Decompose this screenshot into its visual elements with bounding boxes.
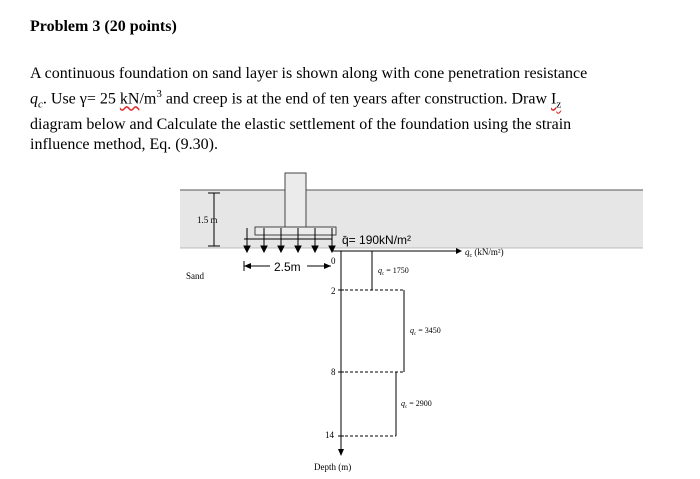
foundation-footing — [255, 227, 336, 235]
problem-line-1: A continuous foundation on sand layer is shown along with cone penetration resistance — [30, 65, 588, 82]
load-label: q̄= 190kN/m² — [342, 233, 412, 247]
qc-axis-subscript: c — [469, 253, 473, 259]
unit-kn-text: kN — [119, 90, 140, 108]
foundation-column — [285, 173, 306, 227]
problem-heading: Problem 3 (20 points) — [30, 18, 177, 35]
qc-value-2-number: 3450 — [424, 326, 441, 335]
unit-m-text: /m — [139, 90, 157, 108]
qc-value-3-symbol: q — [401, 399, 405, 408]
depth-axis-label: Depth (m) — [314, 462, 352, 472]
qc-value-3-eq: = — [407, 399, 416, 408]
qc-symbol: q — [30, 90, 38, 108]
depth-tick-8: 8 — [331, 367, 336, 377]
qc-value-1-sub: c — [382, 272, 385, 277]
qc-value-1-symbol: q — [378, 266, 382, 275]
width-right-arrowhead — [324, 263, 331, 269]
creep-text: and creep is at the end of ten years after construction. Draw — [161, 90, 551, 108]
unit-weight-text: . Use γ= 25 — [42, 90, 120, 108]
load-arrowhead-5 — [312, 246, 318, 252]
qc-value-layer-3 — [401, 399, 432, 410]
qc-value-1-number: 1750 — [392, 266, 409, 275]
depth-axis-arrowhead — [338, 449, 344, 456]
iz-subscript: z — [556, 98, 562, 111]
depth-label: 1.5 m — [197, 215, 218, 225]
load-arrowhead-3 — [278, 246, 284, 252]
qc-axis-label — [465, 247, 504, 259]
load-arrowhead-2 — [261, 246, 267, 252]
qc-subscript: c — [38, 98, 43, 111]
qc-profile — [345, 251, 404, 436]
soil-label: Sand — [186, 271, 204, 281]
qc-value-2-symbol: q — [410, 326, 414, 335]
qc-value-layer-2 — [410, 326, 441, 337]
qc-value-3-sub: c — [405, 405, 408, 410]
depth-tick-14: 14 — [325, 430, 334, 440]
width-left-arrowhead — [244, 263, 251, 269]
qc-value-2-eq: = — [416, 326, 425, 335]
iz-symbol: I — [551, 90, 557, 108]
qc-value-layer-1 — [378, 266, 409, 277]
depth-tick-0: 0 — [331, 256, 336, 266]
depth-tick-2: 2 — [331, 286, 336, 296]
qc-axis-symbol: q — [465, 247, 470, 257]
qc-axis-arrowhead — [456, 248, 462, 254]
unit-exponent: 3 — [156, 88, 162, 100]
qc-value-2-sub: c — [414, 332, 417, 337]
qc-value-1-eq: = — [384, 266, 393, 275]
qc-axis-unit: (kN/m²) — [472, 247, 504, 257]
problem-line-3: diagram below and Calculate the elastic settlement of the foundation using the strain — [30, 115, 572, 133]
qc-value-3-number: 2900 — [415, 399, 432, 408]
load-arrowhead-1 — [244, 246, 250, 252]
width-label: 2.5m — [274, 260, 301, 274]
load-arrowhead-4 — [295, 246, 301, 252]
problem-line-4: influence method, Eq. (9.30). — [30, 135, 218, 153]
